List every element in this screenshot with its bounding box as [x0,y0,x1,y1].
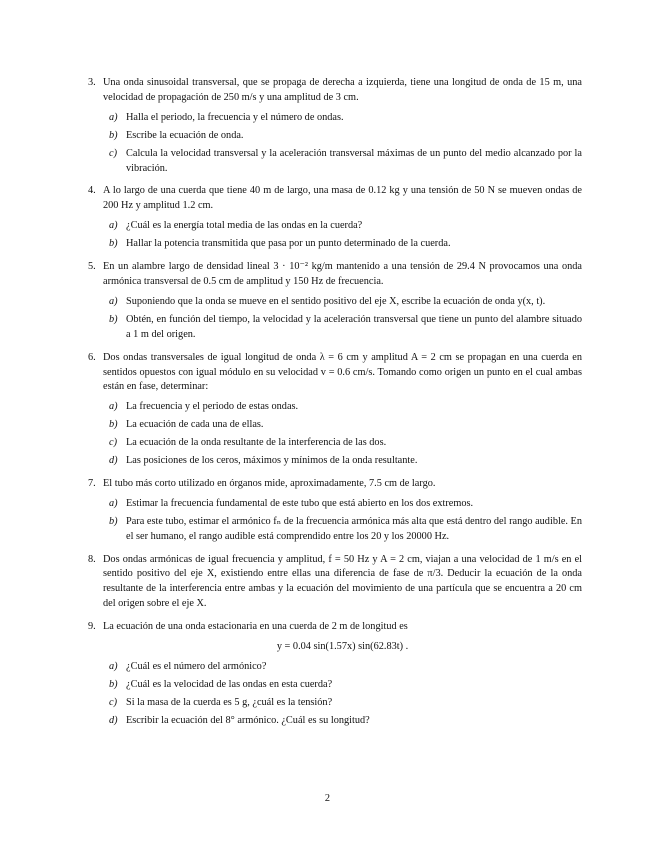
subitem-text: Para este tubo, estimar el armónico fₙ de la frecuencia armónica más alta que está dentro del rango audible. En el ser humano, el rango audible está comprendido entre los 20 y los 20000 Hz. [126,515,582,542]
subitem-label: a) [109,661,118,672]
subitem-label: d) [109,714,118,726]
problem-4 [88,184,582,252]
subitem-label: b) [109,678,118,690]
subitem-text: Estimar la frecuencia fundamental de este tubo que está abierto en los dos extremos. [126,497,474,509]
subitem-label: b) [109,238,118,250]
subitem-text: Si la masa de la cuerda es 5 g, ¿cuál es la tensión? [126,696,333,708]
problem-statement: La ecuación de una onda estacionaria en una cuerda de 2 m de longitud es [103,621,408,633]
subitem-text: Obtén, en función del tiempo, la velocidad y la aceleración transversal que tiene un punto del alambre situado a 1 m del origen. [126,313,582,340]
subitem [103,400,582,415]
problem-statement: El tubo más corto utilizado en órganos mide, aproximadamente, 7.5 cm de largo. [103,477,436,489]
equation: y = 0.04 sin(1.57x) sin(62.83t) . [276,641,409,653]
subitem-text: Halla el periodo, la frecuencia y el número de ondas. [126,111,344,123]
subitem-text: La ecuación de cada una de ellas. [126,419,264,431]
subitem-label: a) [109,497,118,509]
problem-statement: Una onda sinusoidal transversal, que se propaga de derecha a izquierda, tiene una longitud de onda de 15 m, una velocidad de propagación de 250 m/s y una amplitud de 3 cm. [103,77,582,103]
subitem [103,313,582,343]
subitem [103,129,582,144]
subitem-label: b) [109,313,118,325]
subitem [103,515,582,545]
subitem-text: La ecuación de la onda resultante de la interferencia de las dos. [126,437,387,449]
subitem-list [103,295,582,343]
subitem [103,237,582,252]
problem-statement: Dos ondas armónicas de igual frecuencia y amplitud, f = 50 Hz y A = 2 cm, viajan a una velocidad de 1 m/s en el sentido positivo del eje X, existiendo entre ellas una diferencia de fase de π/3. Deducir la ecuación de la onda resultante de la interferencia entre ambas y la ecuación del movimiento de una partícula que se encuentra a 20 cm del origen sobre el eje X. [103,553,582,610]
subitem-label: a) [109,111,118,123]
subitem [103,147,582,177]
problem-number: 7. [88,477,96,489]
problem-5 [88,260,582,343]
subitem-text: La frecuencia y el periodo de estas ondas. [126,401,299,413]
subitem-list [103,111,582,177]
problem-number: 6. [88,351,96,363]
problem-number: 9. [88,621,96,633]
subitem-text: Suponiendo que la onda se mueve en el sentido positivo del eje X, escribe la ecuación de onda y(x, t). [126,295,546,307]
subitem-text: ¿Cuál es la velocidad de las ondas en esta cuerda? [126,678,333,690]
problem-6 [88,351,582,469]
problem-statement: A lo largo de una cuerda que tiene 40 m de largo, una masa de 0.12 kg y una tensión de 50 N se mueven ondas de 200 Hz y amplitud 1.2 cm. [103,185,582,212]
problem-number: 8. [88,553,96,565]
subitem-label: a) [109,401,118,413]
problem-list [88,76,582,737]
subitem-text: Las posiciones de los ceros, máximos y mínimos de la onda resultante. [126,455,418,467]
subitem-text: Escribe la ecuación de onda. [126,129,244,141]
subitem-label: d) [109,455,118,467]
subitem [103,418,582,433]
problem-3 [88,76,582,176]
subitem-list [103,219,582,252]
subitem-label: c) [109,696,117,708]
subitem [103,219,582,234]
problem-statement: Dos ondas transversales de igual longitud de onda λ = 6 cm y amplitud A = 2 cm se propagan en una cuerda en sentidos opuestos con igual módulo en su velocidad v = 0.6 cm/s. Tomando como origen un punto en el cual ambas están en fase, determinar: [103,351,582,393]
subitem-list [103,660,582,729]
problem-9 [88,620,582,728]
problem-8 [88,553,582,613]
page-number: 2 [324,793,331,804]
problem-number: 5. [88,261,96,273]
subitem [103,696,582,711]
subitem-text: Escribir la ecuación del 8° armónico. ¿Cuál es su longitud? [126,714,370,726]
subitem-label: a) [109,220,118,232]
subitem [103,436,582,451]
subitem-list [103,497,582,545]
subitem-label: b) [109,515,118,527]
subitem-label: a) [109,295,118,307]
problem-number: 3. [88,77,96,88]
subitem [103,678,582,693]
subitem-text: ¿Cuál es el número del armónico? [126,661,267,672]
problem-statement: En un alambre largo de densidad lineal 3 · 10⁻² kg/m mantenido a una tensión de 29.4 N provocamos una onda armónica transversal de 0.5 cm de amplitud y 150 Hz de frecuencia. [103,261,582,287]
subitem-text: Calcula la velocidad transversal y la aceleración transversal máximas de un punto del medio alcanzado por la vibración. [126,147,582,174]
subitem-label: c) [109,437,117,449]
subitem-label: b) [109,419,118,431]
subitem [103,454,582,469]
subitem [103,295,582,310]
subitem-label: c) [109,147,117,159]
subitem-text: Hallar la potencia transmitida que pasa por un punto determinado de la cuerda. [126,238,451,250]
problem-7 [88,477,582,545]
subitem-text: ¿Cuál es la energía total media de las ondas en la cuerda? [126,220,363,232]
problem-number: 4. [88,185,96,197]
subitem-label: b) [109,129,118,141]
subitem [103,714,582,729]
subitem [103,111,582,126]
subitem [103,497,582,512]
subitem [103,660,582,675]
subitem-list [103,400,582,469]
